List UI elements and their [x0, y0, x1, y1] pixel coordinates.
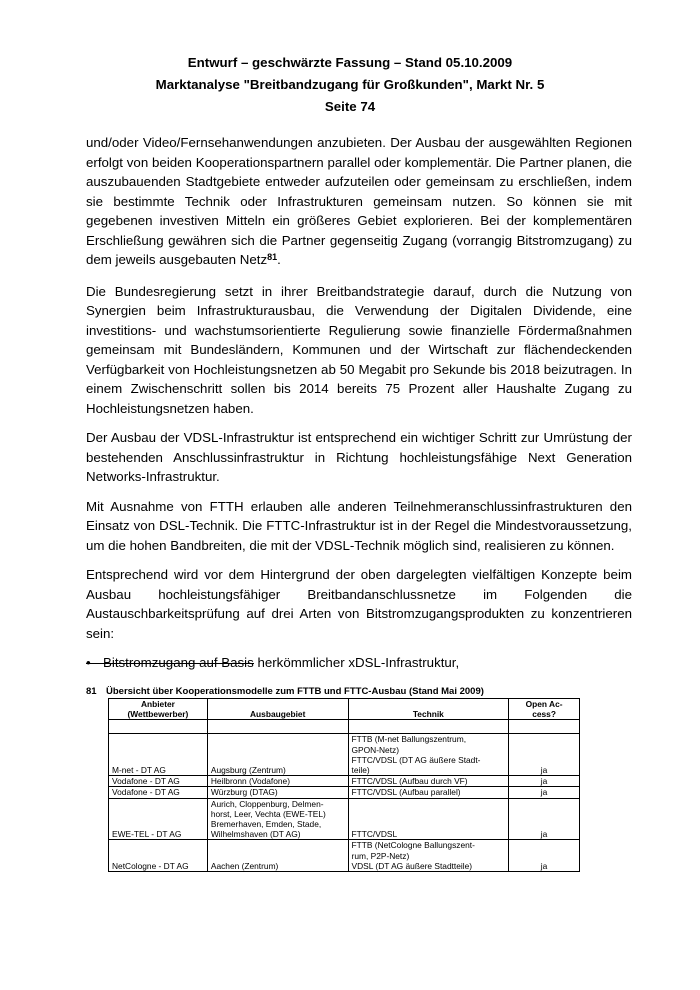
header-anbieter [109, 699, 208, 720]
table-cell [348, 720, 509, 734]
cell-line: FTTC/VDSL (Aufbau durch VF) [351, 776, 468, 787]
bullet-dot-icon: • [86, 655, 91, 670]
header-technik: Technik [348, 699, 509, 720]
cell-gebiet [207, 787, 348, 798]
cell-gebiet [207, 776, 348, 787]
cell-open-access: ja [509, 776, 580, 787]
cell-line: Augsburg (Zentrum) [210, 765, 286, 776]
cell-technik [348, 787, 509, 798]
table-row [109, 776, 580, 787]
cell-line: Aurich, Cloppenburg, Delmen- [210, 798, 324, 809]
cell-line: Heilbronn (Vodafone) [210, 776, 291, 787]
header-ausbaugebiet: Ausbaugebiet [207, 699, 348, 720]
footnote-number: 81 [86, 686, 97, 697]
footnote-separator [86, 663, 254, 664]
cell-line: FTTC/VDSL (DT AG äußere Stadt- [351, 754, 481, 765]
paragraph-1 [86, 133, 632, 270]
cell-line: FTTC/VDSL [351, 829, 398, 840]
cell-line: Würzburg (DTAG) [210, 787, 278, 798]
footnote-title-text: Übersicht über Kooperationsmodelle zum FTTB und FTTC-Ausbau (Stand Mai 2009) [106, 686, 484, 697]
header-open-access [509, 699, 580, 720]
cell-line: horst, Leer, Vechta (EWE-TEL) [210, 808, 326, 819]
cell-line: Wilhelmshaven (DT AG) [210, 829, 301, 840]
cell-technik [348, 798, 509, 840]
paragraph-1-text: und/oder Video/Fernsehanwendungen anzubieten. Der Ausbau der ausgewählten Regionen erfolgt von beiden Kooperationspartnern parallel oder komplementär. Die Partner planen, die auszubauenden Stadtgebiete entweder aufzuteilen oder gemeinsam zu erschließen, indem sie bestimmte Technik oder Infrastrukturen gemeinsam nutzen. So können sie mit gegebenen investiven Mitteln ein größeres Gebiet explorieren. Bei der komplementären Erschließung gewähren sich die Partner gegenseitig Zugang (vorrangig Bitstromzugang) zu dem jeweils ausgebauten Netz [86, 135, 632, 267]
cell-anbieter: EWE-TEL - DT AG [109, 798, 208, 840]
main-text [86, 133, 632, 673]
table-cell [207, 720, 348, 734]
cell-line: Aachen (Zentrum) [210, 860, 279, 871]
footnote-title [86, 686, 632, 698]
paragraph-1-end: . [277, 252, 281, 267]
cell-line: FTTB (NetCologne Ballungszent- [351, 840, 475, 851]
cell-technik [348, 840, 509, 872]
header-draft-status: Entwurf – geschwärzte Fassung – Stand 05.10.2009 [187, 55, 513, 70]
header-anbieter-line2: (Wettbewerber) [127, 709, 189, 720]
cell-technik [348, 734, 509, 776]
table-row [109, 734, 580, 776]
cell-anbieter: Vodafone - DT AG [109, 787, 208, 798]
cell-anbieter: M-net - DT AG [109, 734, 208, 776]
cell-line: FTTB (M-net Ballungszentrum, [351, 734, 467, 745]
cell-anbieter: NetCologne - DT AG [109, 840, 208, 872]
cell-gebiet [207, 734, 348, 776]
table-row [109, 787, 580, 798]
paragraph-5: Entsprechend wird vor dem Hintergrund der oben dargelegten vielfältigen Konzepte beim Ausbau hochleistungsfähiger Breitbandanschlussnetze im Folgenden die Austauschbarkeitsprüfung auf drei Arten von Bitstromzugangsprodukten zu konzentrieren sein: [86, 567, 632, 641]
cell-gebiet [207, 798, 348, 840]
cell-line: rum, P2P-Netz) [351, 850, 410, 861]
table-cell [109, 720, 208, 734]
bullet-text: Bitstromzugang auf Basis herkömmlicher xDSL-Infrastruktur, [103, 655, 460, 670]
cell-open-access: ja [509, 798, 580, 840]
paragraph-4: Mit Ausnahme von FTTH erlauben alle anderen Teilnehmeranschlussinfrastrukturen den Einsatz von DSL-Technik. Die FTTC-Infrastruktur ist in der Regel die Mindestvoraussetzung, um die hohen Bandbreiten, die mit der VDSL-Technik möglich sind, realisieren zu können. [86, 498, 632, 553]
header-market-analysis-title: Marktanalyse "Breitbandzugang für Großkunden", Markt Nr. 5 [155, 77, 545, 92]
cell-line: FTTC/VDSL (Aufbau parallel) [351, 787, 461, 798]
cell-technik [348, 776, 509, 787]
header-open-access-line2: cess? [532, 709, 556, 720]
cell-line: Bremerhaven, Emden, Stade, [210, 819, 322, 830]
table-row [109, 840, 580, 872]
cell-line: VDSL (DT AG äußere Stadtteile) [351, 860, 473, 871]
cell-line: GPON-Netz) [351, 744, 399, 755]
header-open-access-line1: Open Ac- [525, 699, 563, 709]
table-row-empty [109, 720, 580, 734]
table-cell [509, 720, 580, 734]
page-header [0, 52, 700, 118]
footnote-reference-81[interactable]: 81 [267, 252, 278, 262]
cooperation-models-table [108, 698, 580, 872]
cell-gebiet [207, 840, 348, 872]
paragraph-2: Die Bundesregierung setzt in ihrer Breitbandstrategie darauf, durch die Nutzung von Synergien beim Infrastrukturausbau, die Verwendung der Digitalen Dividende, eine investitions- und wachstumsorientierte Regulierung sowie finanzielle Fördermaßnahmen gemeinsam mit Bundesländern, Kommunen und der Wirtschaft zur flächendeckenden Verfügbarkeit von Hochleistungsnetzen ab 50 Megabit pro Sekunde bis 2018 beizutragen. In einem Zwischenschritt sollen bis 2014 bereits 75 Prozent aller Haushalte Zugang zu Hochleistungsnetzen haben. [86, 283, 632, 416]
table-row [109, 798, 580, 840]
paragraph-3: Der Ausbau der VDSL-Infrastruktur ist entsprechend ein wichtiger Schritt zur Umrüstung der bestehenden Anschlussinfrastruktur in Richtung hochleistungsfähige Next Generation Networks-Infrastruktur. [86, 430, 632, 484]
table-header-row [109, 699, 580, 720]
header-anbieter-line1: Anbieter [140, 699, 175, 709]
cell-anbieter: Vodafone - DT AG [109, 776, 208, 787]
cell-line: teile) [351, 765, 370, 776]
cell-open-access: ja [509, 734, 580, 776]
cell-open-access: ja [509, 840, 580, 872]
header-page-number: Seite 74 [324, 99, 376, 114]
cell-open-access: ja [509, 787, 580, 798]
